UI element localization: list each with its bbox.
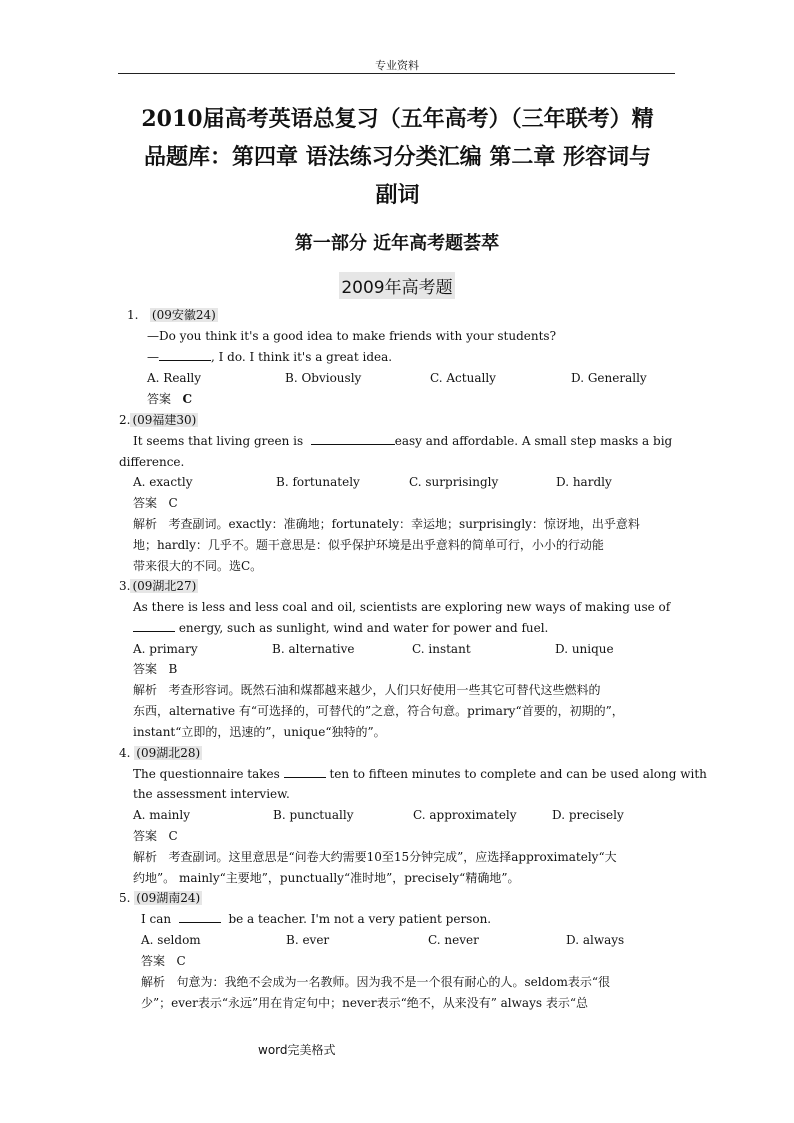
page-header: 专业资料 — [375, 59, 419, 72]
question-4-stem-line-2: the assessment interview. — [133, 787, 290, 801]
question-2-answer — [133, 494, 178, 512]
question-4-analysis-line-1 — [133, 848, 617, 866]
question-1-header — [127, 306, 218, 324]
title-line-2: 品题库：第四章 语法练习分类汇编 第二章 形容词与 — [144, 144, 651, 170]
answer-blank — [284, 765, 326, 778]
stem-text: I can — [141, 912, 175, 926]
option-b: B. fortunately — [276, 475, 360, 489]
question-source: (09湖北28) — [136, 746, 201, 760]
analysis-text: 考查副词。这里意思是“问卷大约需要10至15分钟完成”，应选择approximately“大 — [168, 850, 617, 864]
question-number: 2. — [119, 413, 131, 427]
stem-tail: , I do. I think it's a great idea. — [211, 350, 393, 364]
question-source: (09湖南24) — [136, 891, 201, 905]
option-b: B. punctually — [273, 808, 354, 822]
option-a: A. mainly — [133, 808, 191, 822]
option-a: A. exactly — [133, 475, 193, 489]
question-4-analysis-line-2: 约地”。 mainly“主要地”，punctually“准时地”，precisely“精确地”。 — [133, 871, 520, 885]
question-2-analysis-line-1 — [133, 515, 640, 533]
answer-blank — [311, 432, 395, 445]
option-c: C. surprisingly — [409, 475, 499, 489]
question-4-stem-line-1 — [133, 765, 707, 783]
question-2-header — [119, 411, 198, 429]
answer-label: 答案 — [141, 954, 166, 968]
option-b: B. alternative — [272, 642, 355, 656]
answer-label: 答案 — [133, 662, 158, 676]
year-heading — [0, 272, 794, 299]
option-d: D. hardly — [556, 475, 612, 489]
question-number: 3. — [119, 579, 131, 593]
answer-label: 答案 — [133, 829, 158, 843]
title-line-3: 副词 — [375, 182, 420, 208]
stem-text: easy and affordable. A small step masks a big — [394, 434, 673, 448]
stem-text: energy, such as sunlight, wind and water for power and fuel. — [175, 621, 549, 635]
option-c: C. never — [428, 933, 479, 947]
option-c: C. approximately — [413, 808, 517, 822]
part-title: 第一部分 近年高考题荟萃 — [294, 233, 500, 254]
option-a: A. seldom — [141, 933, 201, 947]
year-title: 2009年高考题 — [339, 272, 454, 299]
answer-blank — [133, 619, 175, 632]
question-2-analysis-line-3: 带来很大的不同。选C。 — [133, 559, 263, 573]
analysis-text: 考查形容词。既然石油和煤都越来越少，人们只好使用一些其它可替代这些燃料的 — [168, 683, 601, 697]
question-3-analysis-line-1 — [133, 681, 600, 699]
question-3-analysis-line-2: 东西，alternative 有“可选择的，可替代的”之意，符合句意。primary“首要的，初期的”， — [133, 704, 624, 718]
option-a: A. primary — [133, 642, 198, 656]
question-3-header — [119, 577, 198, 595]
question-4-header — [119, 744, 202, 762]
option-d: D. unique — [555, 642, 614, 656]
answer-value: C — [182, 392, 193, 406]
answer-label: 答案 — [133, 496, 158, 510]
question-1-answer — [147, 390, 192, 408]
dash: — — [147, 350, 159, 364]
analysis-label: 解析 — [141, 975, 166, 989]
question-2-stem-line-2: difference. — [119, 455, 185, 469]
question-1-stem-line-1: —Do you think it's a good idea to make friends with your students? — [147, 329, 557, 343]
option-c: C. Actually — [430, 371, 496, 385]
answer-value: C — [176, 954, 186, 968]
question-4-answer — [133, 827, 178, 845]
question-3-stem-line-1: As there is less and less coal and oil, scientists are exploring new ways of making use of — [133, 600, 671, 614]
option-c: C. instant — [412, 642, 471, 656]
answer-value: C — [168, 496, 178, 510]
question-3-stem-line-2 — [133, 619, 548, 637]
answer-value: B — [168, 662, 178, 676]
question-number: 1. — [127, 308, 139, 322]
answer-label: 答案 — [147, 392, 172, 406]
option-b: B. ever — [286, 933, 330, 947]
option-d: D. always — [566, 933, 625, 947]
page-footer: word完美格式 — [258, 1043, 336, 1057]
option-a: A. Really — [147, 371, 202, 385]
analysis-label: 解析 — [133, 850, 158, 864]
question-5-analysis-line-1 — [141, 973, 610, 991]
question-5-stem-line-1 — [141, 910, 491, 928]
question-source: (09福建30) — [132, 413, 197, 427]
analysis-text: 句意为：我绝不会成为一名教师。因为我不是一个很有耐心的人。seldom表示“很 — [176, 975, 610, 989]
analysis-label: 解析 — [133, 517, 158, 531]
analysis-label: 解析 — [133, 683, 158, 697]
stem-text: The questionnaire takes — [133, 767, 284, 781]
stem-text: be a teacher. I'm not a very patient person. — [224, 912, 492, 926]
answer-blank — [179, 910, 221, 923]
title-line-1: 2010届高考英语总复习（五年高考）（三年联考）精 — [141, 106, 654, 132]
question-3-analysis-line-3: instant“立即的，迅速的”，unique“独特的”。 — [133, 725, 386, 739]
question-2-stem-line-1 — [133, 432, 672, 450]
header-divider — [118, 73, 675, 74]
option-d: D. precisely — [552, 808, 624, 822]
question-number: 4. — [119, 746, 131, 760]
answer-value: C — [168, 829, 178, 843]
option-d: D. Generally — [571, 371, 647, 385]
stem-text: ten to fifteen minutes to complete and can be used along with — [325, 767, 707, 781]
document-title — [110, 100, 685, 214]
answer-blank — [159, 348, 211, 361]
question-5-analysis-line-2: 少”；ever表示“永远”用在肯定句中；never表示“绝不，从来没有” always 表示“总 — [141, 996, 588, 1010]
question-3-answer — [133, 660, 177, 678]
question-5-answer — [141, 952, 186, 970]
question-source: (09安徽24) — [151, 308, 216, 322]
question-number: 5. — [119, 891, 131, 905]
question-2-analysis-line-2: 地；hardly：几乎不。题干意思是：似乎保护环境是出乎意料的简单可行，小小的行动能 — [133, 538, 604, 552]
analysis-text: 考查副词。exactly：准确地；fortunately：幸运地；surprisingly：惊讶地，出乎意料 — [168, 517, 640, 531]
option-b: B. Obviously — [285, 371, 362, 385]
question-1-stem-line-2 — [147, 348, 392, 366]
question-source: (09湖北27) — [132, 579, 197, 593]
stem-text: It seems that living green is — [133, 434, 307, 448]
question-5-header — [119, 889, 202, 907]
